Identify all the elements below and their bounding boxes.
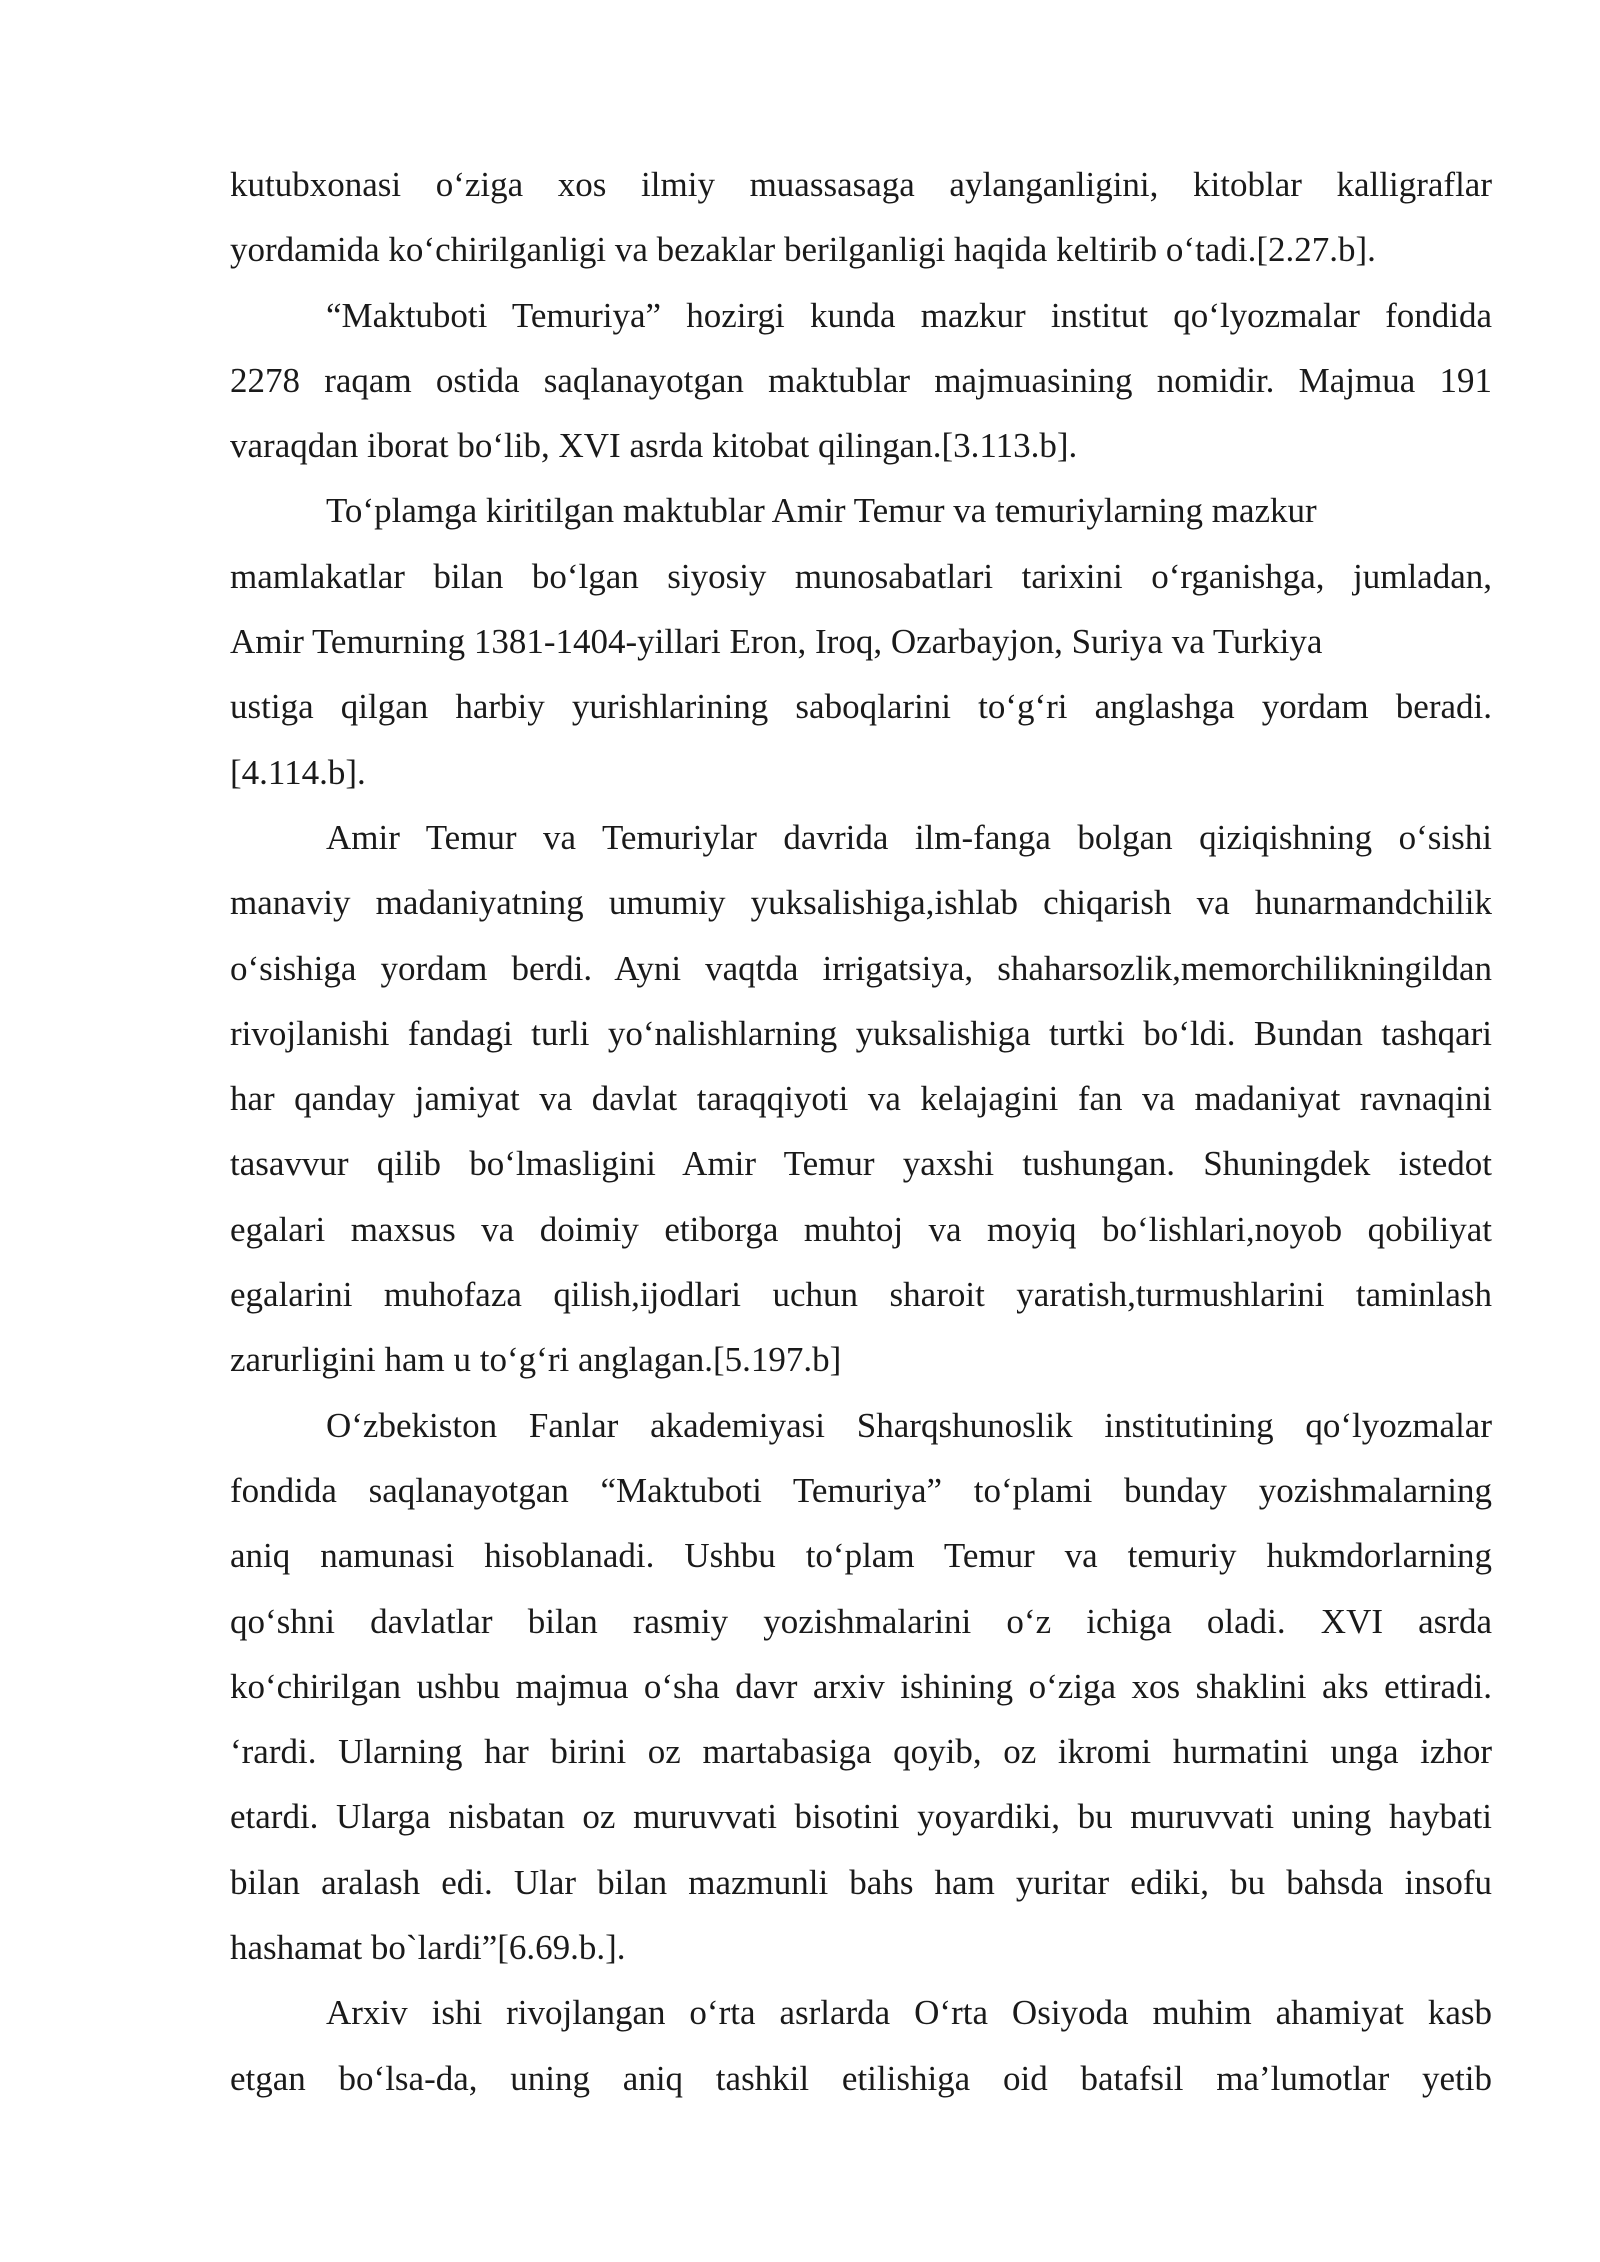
text-line: aniq namunasi hisoblanadi. Ushbu to‘plam Temur va temuriy hukmdorlarning — [230, 1536, 1492, 1576]
text-line: yordamida ko‘chirilganligi va bezaklar berilganligi haqida keltirib o‘tadi.[2.27.b]. — [230, 230, 1376, 270]
text-line: etardi. Ularga nisbatan oz muruvvati bisotini yoyardiki, bu muruvvati uning haybati — [230, 1797, 1492, 1837]
text-line: hashamat bo`lardi”[6.69.b.]. — [230, 1928, 626, 1968]
text-line: O‘zbekiston Fanlar akademiyasi Sharqshunoslik institutining qo‘lyozmalar — [326, 1405, 1492, 1445]
paragraph-1 — [230, 152, 1492, 283]
paragraph-3 — [230, 478, 1492, 804]
text-line: egalari maxsus va doimiy etiborga muhtoj va moyiq bo‘lishlari,noyob qobiliyat — [230, 1209, 1492, 1249]
text-line: Amir Temurning 1381-1404-yillari Eron, Iroq, Ozarbayjon, Suriya va Turkiya — [230, 622, 1323, 662]
text-line: fondida saqlanayotgan “Maktuboti Temuriya” to‘plami bunday yozishmalarning — [230, 1470, 1492, 1510]
text-line: zarurligini ham u to‘g‘ri anglagan.[5.197.b] — [230, 1340, 842, 1380]
text-line: kutubxonasi o‘ziga xos ilmiy muassasaga aylanganligini, kitoblar kalligraflar — [230, 165, 1492, 204]
text-line: qo‘shni davlatlar bilan rasmiy yozishmalarini o‘z ichiga oladi. XVI asrda — [230, 1601, 1492, 1641]
text-line: har qanday jamiyat va davlat taraqqiyoti va kelajagini fan va madaniyat ravnaqini — [230, 1079, 1492, 1119]
text-line: ustiga qilgan harbiy yurishlarining saboqlarini to‘g‘ri anglashga yordam beradi. — [230, 687, 1492, 727]
text-line: [4.114.b]. — [230, 752, 366, 792]
paragraph-4 — [230, 805, 1492, 1393]
text-line: 2278 raqam ostida saqlanayotgan maktublar majmuasining nomidir. Majmua 191 — [230, 360, 1492, 400]
paragraph-2 — [230, 283, 1492, 479]
paragraph-6 — [230, 1980, 1492, 2111]
text-line: Arxiv ishi rivojlangan o‘rta asrlarda O‘rta Osiyoda muhim ahamiyat kasb — [326, 1993, 1492, 2033]
text-line: ko‘chirilgan ushbu majmua o‘sha davr arxiv ishining o‘ziga xos shaklini aks ettiradi. — [230, 1666, 1492, 1706]
text-line: ‘rardi. Ularning har birini oz martabasiga qoyib, oz ikromi hurmatini unga izhor — [230, 1732, 1492, 1772]
text-line: To‘plamga kiritilgan maktublar Amir Temur va temuriylarning mazkur — [326, 491, 1317, 531]
text-line: bilan aralash edi. Ular bilan mazmunli bahs ham yuritar ediki, bu bahsda insofu — [230, 1862, 1492, 1902]
text-line: mamlakatlar bilan bo‘lgan siyosiy munosabatlari tarixini o‘rganishga, jumladan, — [230, 556, 1492, 596]
document-body — [230, 152, 1492, 2111]
text-line: Amir Temur va Temuriylar davrida ilm-fanga bolgan qiziqishning o‘sishi — [326, 817, 1492, 857]
text-line: egalarini muhofaza qilish,ijodlari uchun sharoit yaratish,turmushlarini taminlash — [230, 1275, 1492, 1315]
text-line: manaviy madaniyatning umumiy yuksalishiga,ishlab chiqarish va hunarmandchilik — [230, 883, 1492, 923]
text-line: o‘sishiga yordam berdi. Ayni vaqtda irrigatsiya, shaharsozlik,memorchilikningildan — [230, 948, 1492, 988]
text-line: etgan bo‘lsa-da, uning aniq tashkil etilishiga oid batafsil ma’lumotlar yetib — [230, 2058, 1492, 2098]
text-line: rivojlanishi fandagi turli yo‘nalishlarning yuksalishiga turtki bo‘ldi. Bundan tashqari — [230, 1013, 1492, 1053]
text-line: tasavvur qilib bo‘lmasligini Amir Temur yaxshi tushungan. Shuningdek istedot — [230, 1144, 1492, 1184]
paragraph-5 — [230, 1393, 1492, 1981]
text-line: varaqdan iborat bo‘lib, XVI asrda kitobat qilingan.[3.113.b]. — [230, 426, 1078, 466]
text-line: “Maktuboti Temuriya” hozirgi kunda mazkur institut qo‘lyozmalar fondida — [326, 295, 1492, 335]
